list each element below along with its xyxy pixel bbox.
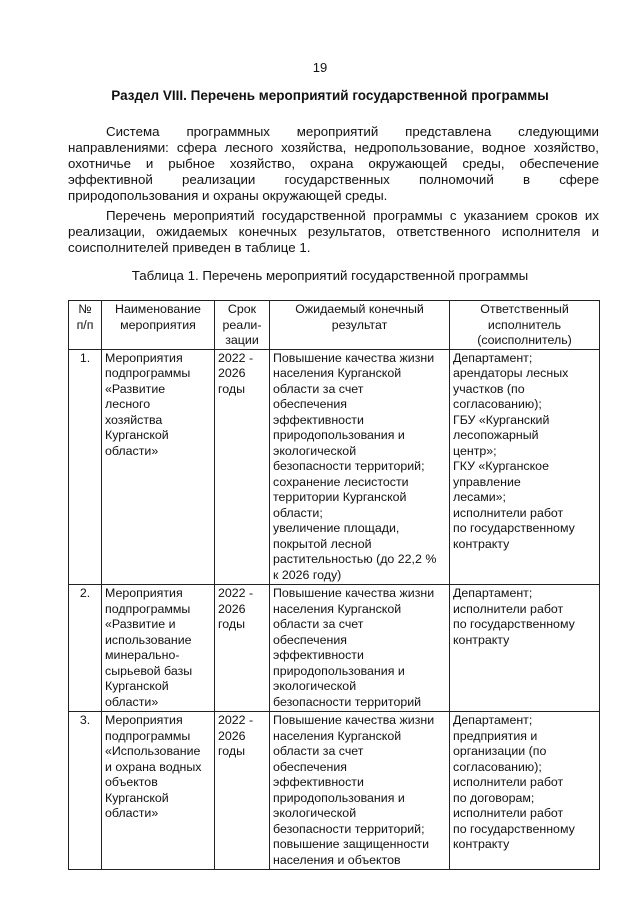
- row-result: Повышение качества жизни населения Курганской области за счет обеспечения эффективности природопользования и экологической безопасности территорий; повышение защищенности населения и объектов: [270, 712, 450, 870]
- intro-paragraph-2: Перечень мероприятий государственной программы с указанием сроков их реализации, ожидаемых конечных результатов, ответственного исполнителя и соисполнителей приведен в таблице 1.: [68, 208, 599, 255]
- table-row: [69, 712, 600, 870]
- table-header-row: [69, 301, 600, 350]
- row-name: Мероприятия подпрограммы «Использование и охрана водных объектов Курганской области»: [102, 712, 215, 870]
- measures-table: [68, 300, 600, 870]
- header-executor: Ответственный исполнитель (соисполнитель): [450, 301, 600, 350]
- table-caption: Таблица 1. Перечень мероприятий государственной программы: [131, 268, 529, 283]
- header-name: Наименование мероприятия: [102, 301, 215, 350]
- row-term: 2022 - 2026 годы: [215, 349, 270, 585]
- header-number: № п/п: [69, 301, 102, 350]
- row-executor: Департамент; арендаторы лесных участков (по согласованию); ГБУ «Курганский лесопожарный центр»; ГКУ «Курганское управление лесами»; исполнители работ по государственному контракту: [450, 349, 600, 585]
- intro-paragraph-1: Система программных мероприятий представлена следующими направлениями: сфера лесного хозяйства, недропользование, водное хозяйство, охотничье и рыбное хозяйство, охрана окружающей среды, обеспечение эффективной реализации государственных полномочий в сфере природопользования и охраны окружающей среды.: [68, 124, 599, 203]
- page-number: 19: [312, 60, 328, 75]
- row-name: Мероприятия подпрограммы «Развитие лесного хозяйства Курганской области»: [102, 349, 215, 585]
- table-row: [69, 585, 600, 712]
- row-number: 1.: [69, 349, 102, 585]
- row-term: 2022 - 2026 годы: [215, 712, 270, 870]
- table-row: [69, 349, 600, 585]
- header-result: Ожидаемый конечный результат: [270, 301, 450, 350]
- row-executor: Департамент; предприятия и организации (по согласованию); исполнители работ по договорам; исполнители работ по государственному контракту: [450, 712, 600, 870]
- row-result: Повышение качества жизни населения Курганской области за счет обеспечения эффективности природопользования и экологической безопасности территорий: [270, 585, 450, 712]
- row-executor: Департамент; исполнители работ по государственному контракту: [450, 585, 600, 712]
- row-term: 2022 - 2026 годы: [215, 585, 270, 712]
- row-number: 3.: [69, 712, 102, 870]
- row-name: Мероприятия подпрограммы «Развитие и использование минерально- сырьевой базы Курганской области»: [102, 585, 215, 712]
- header-term: Срок реали- зации: [215, 301, 270, 350]
- row-number: 2.: [69, 585, 102, 712]
- section-title: Раздел VIII. Перечень мероприятий государственной программы: [111, 88, 549, 103]
- row-result: Повышение качества жизни населения Курганской области за счет обеспечения эффективности природопользования и экологической безопасности территорий; сохранение лесистости территории Курганской области; увеличение площади, покрытой лесной растительностью (до 22,2 % к 2026 году): [270, 349, 450, 585]
